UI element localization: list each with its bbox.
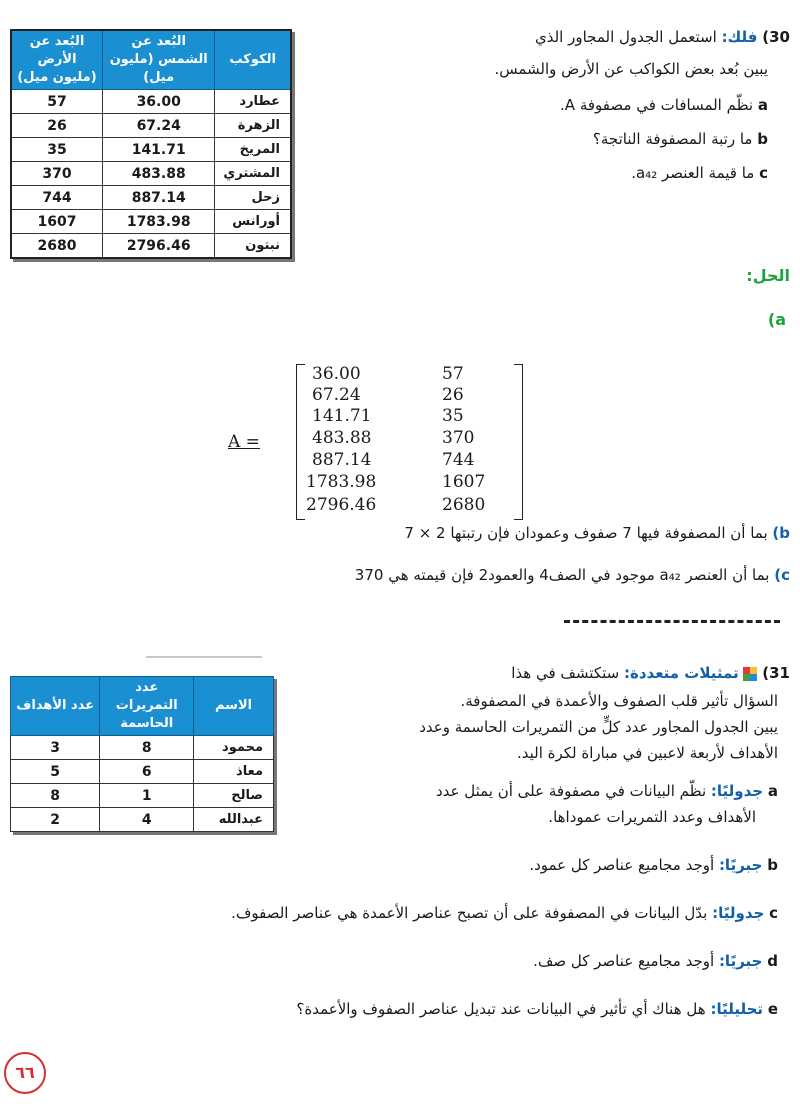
q30-block: [300, 24, 790, 204]
cell-earth: 370: [11, 162, 103, 186]
cell-assists: 8: [100, 736, 194, 760]
q31-intro3: يبين الجدول المجاور عدد كلٍّ من التمريرات الحاسمة وعدد: [419, 718, 778, 736]
q30-item-a: [560, 96, 768, 114]
matrix-label: A =: [228, 432, 260, 452]
matrix-cell: 483.88: [312, 428, 372, 448]
q31-number: 31): [762, 664, 790, 682]
section-divider: [564, 620, 780, 623]
table-row: [11, 138, 291, 162]
matrix-cell: 2796.46: [306, 495, 377, 515]
col-header-sun: البُعد عن الشمس (مليون ميل): [103, 30, 215, 90]
solution-b-label: (b: [772, 524, 790, 542]
q31-e-kind: تحليليًا:: [710, 1000, 764, 1018]
q31-item-a: [436, 782, 778, 800]
table-row: [11, 114, 291, 138]
cell-name: صالح: [194, 784, 274, 808]
q30-line1: [535, 28, 790, 46]
q30-b-letter: b: [757, 130, 768, 148]
gray-rule: [146, 656, 262, 658]
matrix-cell: 36.00: [312, 364, 361, 384]
q31-item-d: [533, 952, 778, 970]
cell-planet: أورانس: [215, 210, 291, 234]
cell-sun: 141.71: [103, 138, 215, 162]
q30-intro2: يبين بُعد بعض الكواكب عن الأرض والشمس.: [494, 60, 768, 78]
matrix-right-bracket: [514, 364, 523, 520]
table-row: [11, 784, 274, 808]
q31-label: تمثيلات متعددة:: [623, 664, 739, 682]
table-header-row: [11, 677, 274, 736]
q30-a-text: نظّم المسافات في مصفوفة A.: [560, 96, 754, 114]
q31-b-text: أوجد مجاميع عناصر كل عمود.: [529, 856, 715, 874]
q30-number: 30): [762, 28, 790, 46]
q31-e-letter: e: [767, 1000, 778, 1018]
cell-earth: 1607: [11, 210, 103, 234]
matrix-cell: 2680: [442, 495, 486, 515]
cell-sun: 887.14: [103, 186, 215, 210]
cell-name: معاذ: [194, 760, 274, 784]
solution-heading: الحل:: [746, 266, 790, 285]
multi-representation-icon: [743, 667, 757, 681]
planet-distance-table: [10, 29, 292, 259]
q31-item-e: [296, 1000, 778, 1018]
q30-label: فلك:: [721, 28, 758, 46]
cell-goals: 8: [11, 784, 100, 808]
q31-b-kind: جبريًا:: [718, 856, 763, 874]
solution-b: [404, 524, 790, 542]
q31-a-text2: الأهداف وعدد التمريرات عموداها.: [548, 808, 756, 826]
handball-stats-table: [10, 676, 274, 832]
cell-assists: 1: [100, 784, 194, 808]
cell-sun: 67.24: [103, 114, 215, 138]
table-row: [11, 162, 291, 186]
cell-earth: 26: [11, 114, 103, 138]
cell-goals: 2: [11, 808, 100, 832]
cell-earth: 2680: [11, 234, 103, 259]
cell-earth: 57: [11, 90, 103, 114]
q31-a-letter: a: [767, 782, 778, 800]
matrix-left-bracket: [296, 364, 305, 520]
q30-b-text: ما رتبة المصفوفة الناتجة؟: [592, 130, 753, 148]
q31-a-kind: جدوليًا:: [710, 782, 764, 800]
cell-assists: 6: [100, 760, 194, 784]
q31-d-kind: جبريًا:: [718, 952, 763, 970]
cell-planet: زحل: [215, 186, 291, 210]
cell-planet: الزهرة: [215, 114, 291, 138]
solution-b-text: بما أن المصفوفة فيها 7 صفوف وعمودان فإن رتبتها 2 × 7: [404, 524, 768, 542]
q31-c-kind: جدوليًا:: [712, 904, 765, 922]
q30-c-letter: c: [759, 164, 768, 182]
q30-item-b: [593, 130, 768, 148]
cell-planet: المشتري: [215, 162, 291, 186]
table-row: [11, 808, 274, 832]
matrix-cell: 1607: [442, 472, 486, 492]
q31-e-text: هل هناك أي تأثير في البيانات عند تبديل عناصر الصفوف والأعمدة؟: [296, 1000, 706, 1018]
table-row: [11, 210, 291, 234]
q31-a-text: نظّم البيانات في مصفوفة على أن يمثل عدد: [435, 782, 707, 800]
table-row: [11, 186, 291, 210]
q31-intro1: ستكتشف في هذا: [511, 664, 620, 682]
cell-sun: 36.00: [103, 90, 215, 114]
table-header-row: [11, 30, 291, 90]
q31-item-c: [231, 904, 778, 922]
q31-d-text: أوجد مجاميع عناصر كل صف.: [533, 952, 715, 970]
q31-intro4: الأهداف لأربعة لاعبين في مباراة لكرة اليد.: [516, 744, 778, 762]
q30-a-letter: a: [757, 96, 768, 114]
solution-c: [355, 566, 790, 584]
matrix-cell: 57: [442, 364, 464, 384]
cell-name: محمود: [194, 736, 274, 760]
q30-item-c: [631, 164, 768, 182]
cell-planet: المريخ: [215, 138, 291, 162]
page-number: ٦٦: [4, 1052, 46, 1094]
table-row: [11, 90, 291, 114]
col-header-planet: الكوكب: [215, 30, 291, 90]
cell-earth: 744: [11, 186, 103, 210]
col-header-name: الاسم: [194, 677, 274, 736]
cell-earth: 35: [11, 138, 103, 162]
matrix-cell: 67.24: [312, 385, 361, 405]
matrix-cell: 141.71: [312, 406, 372, 426]
matrix-cell: 887.14: [312, 450, 372, 470]
solution-a-label: (a: [767, 310, 786, 329]
col-header-assists: عدد التمريرات الحاسمة: [100, 677, 194, 736]
matrix-A: [256, 364, 526, 520]
cell-planet: عطارد: [215, 90, 291, 114]
q31-c-letter: c: [769, 904, 778, 922]
q31-c-text: بدّل البيانات في المصفوفة على أن تصبح عناصر الأعمدة هي عناصر الصفوف.: [231, 904, 708, 922]
matrix-cell: 35: [442, 406, 464, 426]
solution-c-label: (c: [774, 566, 790, 584]
cell-planet: نبتون: [215, 234, 291, 259]
q31-item-b: [529, 856, 778, 874]
table-row: [11, 760, 274, 784]
matrix-cell: 26: [442, 385, 464, 405]
q31-intro2: السؤال تأثير قلب الصفوف والأعمدة في المصفوفة.: [460, 692, 778, 710]
q31-line1: [511, 664, 790, 682]
cell-sun: 1783.98: [103, 210, 215, 234]
cell-name: عبدالله: [194, 808, 274, 832]
cell-goals: 3: [11, 736, 100, 760]
matrix-cell: 370: [442, 428, 475, 448]
table-row: [11, 736, 274, 760]
matrix-cell: 744: [442, 450, 475, 470]
cell-sun: 2796.46: [103, 234, 215, 259]
cell-assists: 4: [100, 808, 194, 832]
q30-intro1: استعمل الجدول المجاور الذي: [535, 28, 717, 46]
solution-c-text: بما أن العنصر a₄₂ موجود في الصف4 والعمود2 فإن قيمته هي 370: [354, 566, 770, 584]
matrix-cell: 1783.98: [306, 472, 377, 492]
cell-goals: 5: [11, 760, 100, 784]
cell-sun: 483.88: [103, 162, 215, 186]
q31-b-letter: b: [767, 856, 778, 874]
q30-c-text: ما قيمة العنصر a₄₂.: [631, 164, 755, 182]
q31-d-letter: d: [767, 952, 778, 970]
table-row: [11, 234, 291, 259]
col-header-goals: عدد الأهداف: [11, 677, 100, 736]
col-header-earth: البُعد عن الأرض (مليون ميل): [11, 30, 103, 90]
